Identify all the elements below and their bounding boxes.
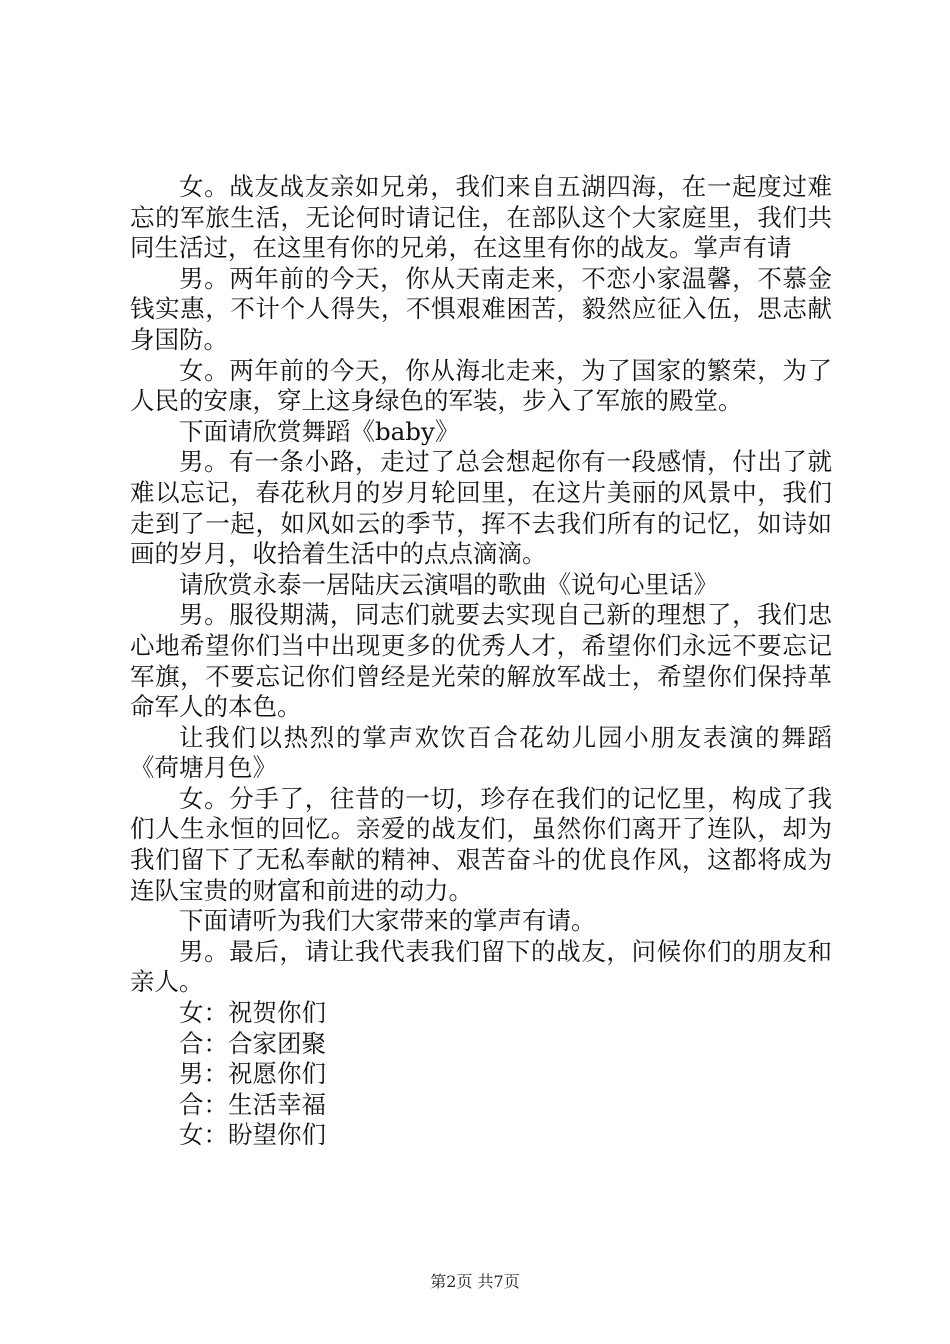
paragraph: 让我们以热烈的掌声欢饮百合花幼儿园小朋友表演的舞蹈《荷塘月色》 — [130, 722, 832, 783]
paragraph: 女。战友战友亲如兄弟，我们来自五湖四海，在一起度过难忘的军旅生活，无论何时请记住，在部队这个大家庭里，我们共同生活过，在这里有你的兄弟，在这里有你的战友。掌声有请 — [130, 172, 832, 263]
paragraph: 男。服役期满，同志们就要去实现自己新的理想了，我们忠心地希望你们当中出现更多的优秀人才，希望你们永远不要忘记军旗，不要忘记你们曾经是光荣的解放军战士，希望你们保持革命军人的本色。 — [130, 600, 832, 722]
page-number-label: 第2页 共7页 — [430, 1272, 520, 1291]
paragraph: 男。两年前的今天，你从天南走来，不恋小家温馨，不慕金钱实惠，不计个人得失，不惧艰难困苦，毅然应征入伍，思志献身国防。 — [130, 263, 832, 354]
paragraph: 男：祝愿你们 — [179, 1059, 326, 1089]
paragraph: 女：祝贺你们 — [179, 998, 326, 1028]
paragraph: 请欣赏永泰一居陆庆云演唱的歌曲《说句心里话》 — [179, 569, 718, 599]
page-footer — [0, 1272, 950, 1292]
paragraph: 合：生活幸福 — [179, 1089, 326, 1119]
paragraph: 女。两年前的今天，你从海北走来，为了国家的繁荣，为了人民的安康，穿上这身绿色的军装，步入了军旅的殿堂。 — [130, 355, 832, 416]
paragraph: 男。有一条小路，走过了总会想起你有一段感情，付出了就难以忘记，春花秋月的岁月轮回里，在这片美丽的风景中，我们走到了一起，如风如云的季节，挥不去我们所有的记忆，如诗如画的岁月，收拾着生活中的点点滴滴。 — [130, 447, 832, 569]
paragraph: 下面请听为我们大家带来的掌声有请。 — [179, 906, 596, 936]
paragraph: 合：合家团聚 — [179, 1028, 326, 1058]
paragraph: 女：盼望你们 — [179, 1120, 326, 1150]
paragraph: 下面请欣赏舞蹈《baby》 — [179, 416, 460, 446]
paragraph: 女。分手了，往昔的一切，珍存在我们的记忆里，构成了我们人生永恒的回忆。亲爱的战友们，虽然你们离开了连队，却为我们留下了无私奉献的精神、艰苦奋斗的优良作风，这都将成为连队宝贵的财富和前进的动力。 — [130, 783, 832, 905]
paragraph: 男。最后，请让我代表我们留下的战友，问候你们的朋友和亲人。 — [130, 936, 832, 997]
document-body — [130, 172, 832, 1151]
